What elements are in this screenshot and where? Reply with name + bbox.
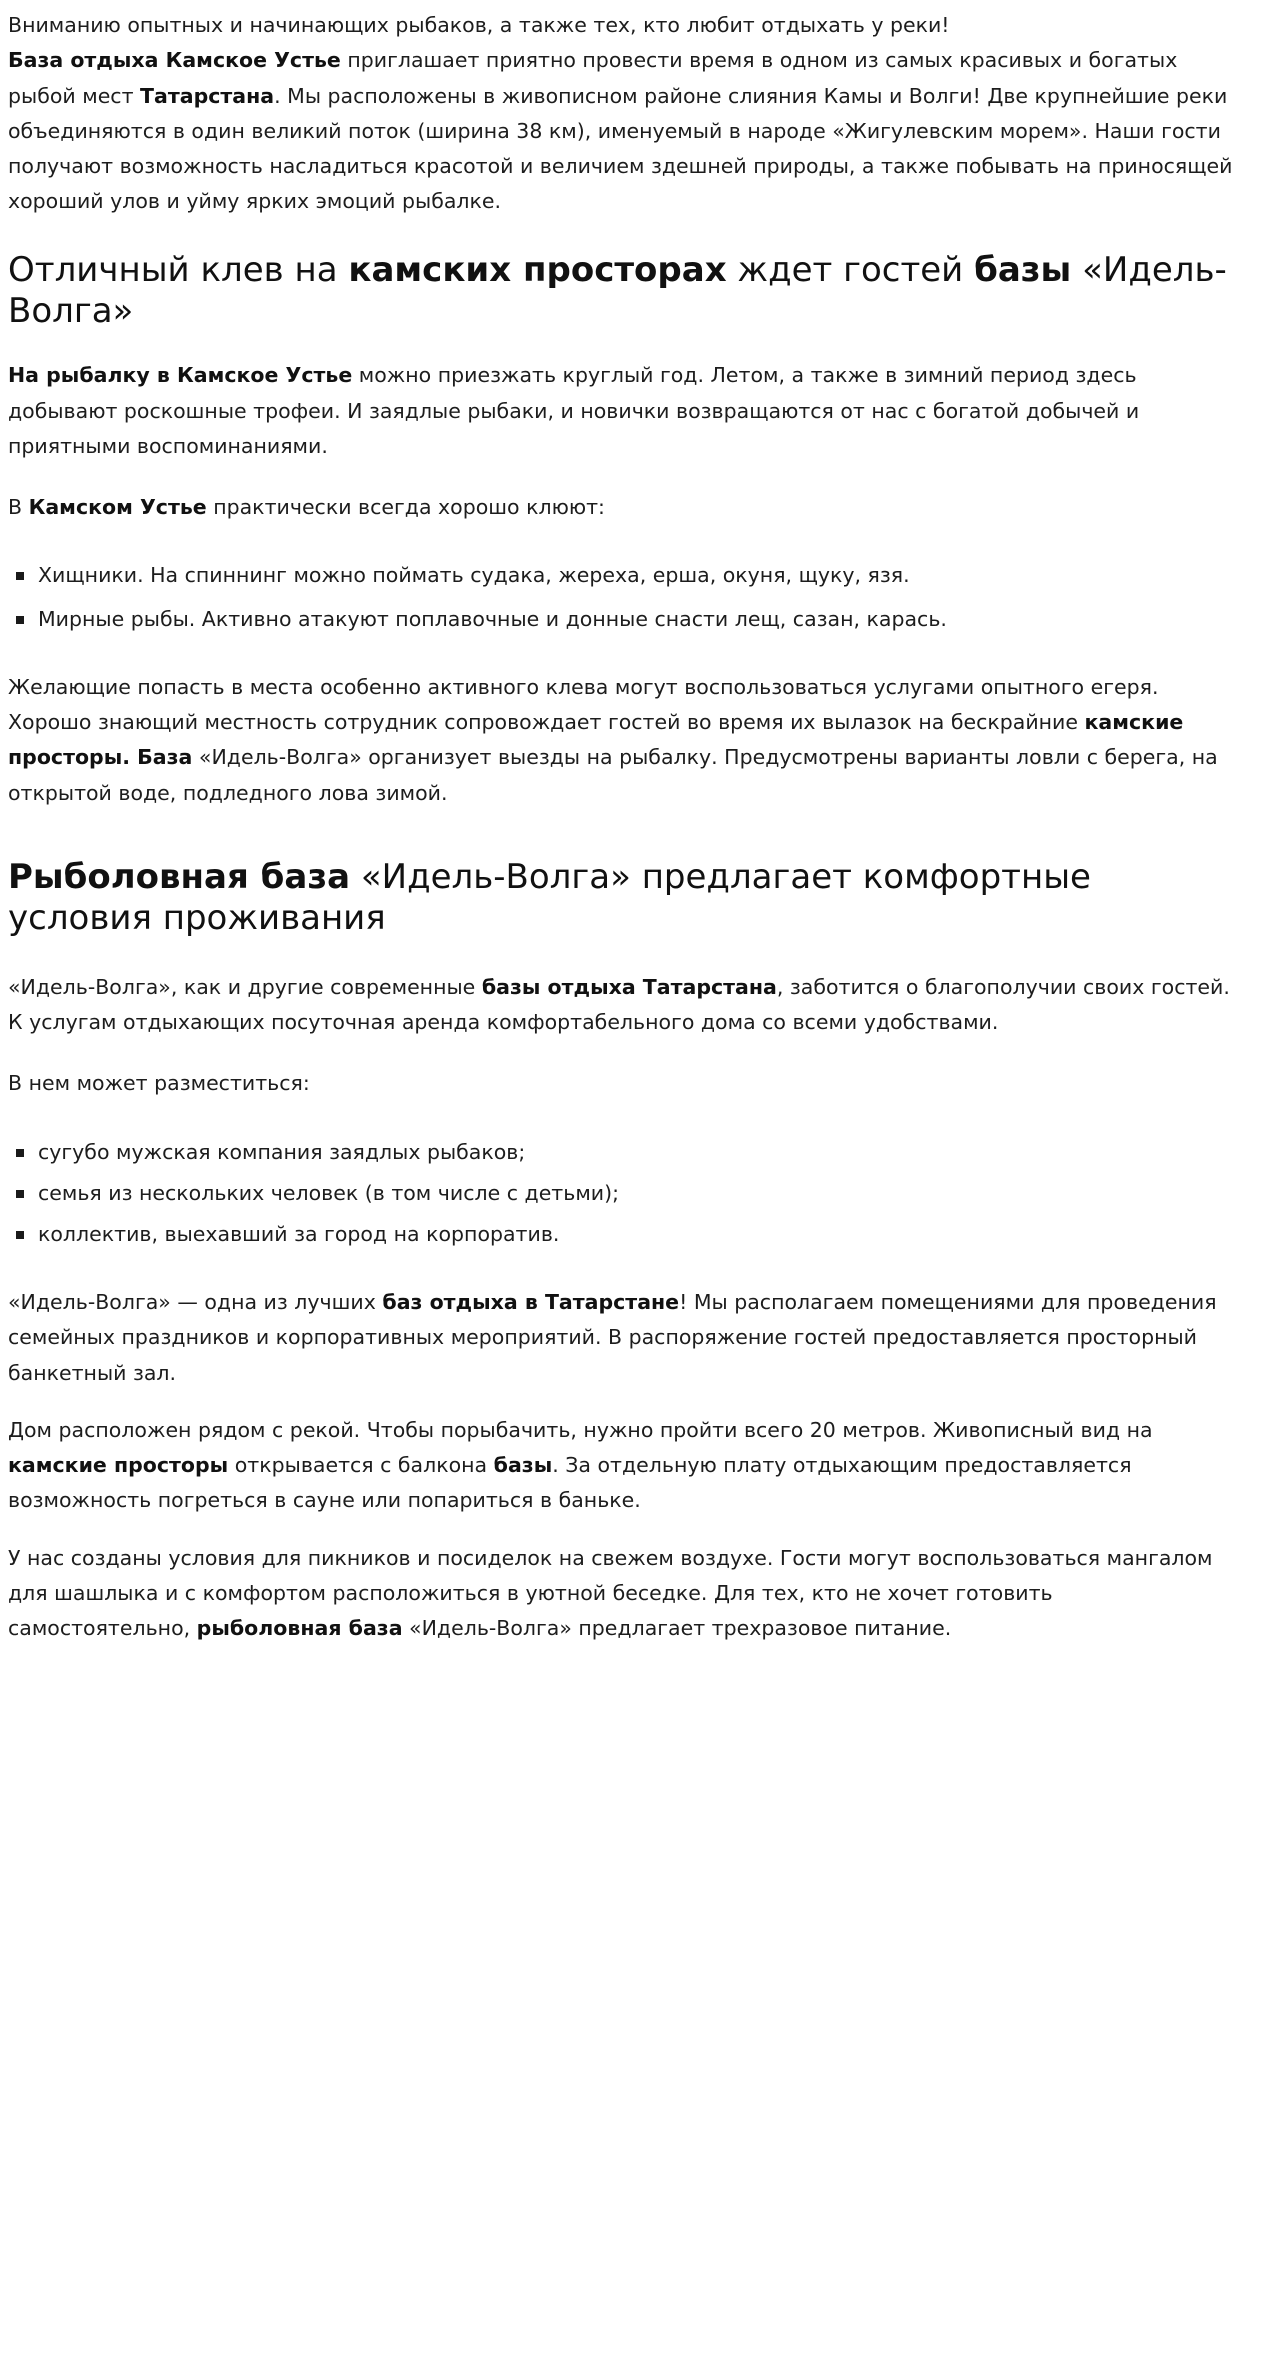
para7-text1: Дом расположен рядом с рекой. Чтобы порыбачить, нужно пройти всего 20 метров. Живописный вид на xyxy=(8,1417,1153,1442)
para6-text2: ! Мы располагаем помещениями для проведения семейных праздников и корпоративных мероприятий. В распоряжение гостей предоставляется просторный банкетный зал. xyxy=(8,1290,1217,1385)
paragraph-guide-services xyxy=(8,670,1240,811)
heading2-part1: «Идель-Волга» предлагает комфортные условия проживания xyxy=(8,856,1091,939)
list-item: сугубо мужская компания заядлых рыбаков; xyxy=(38,1136,1240,1169)
para3-bold1: камские просторы. База xyxy=(8,710,1184,770)
fish-types-list xyxy=(8,559,1240,635)
paragraph-comfort xyxy=(8,970,1240,1041)
heading1-part3: «Идель-Волга» xyxy=(8,249,1227,331)
list-item: коллектив, выехавший за город на корпоратив. xyxy=(38,1218,1240,1251)
para4-text1: «Идель-Волга», как и другие современные xyxy=(8,974,482,999)
heading1-bold2: базы xyxy=(974,249,1072,290)
para2-bold1: Камском Устье xyxy=(28,495,207,520)
intro-part1: приглашает приятно провести время в одном из самых красивых и богатых рыбой мест xyxy=(8,48,1178,108)
list-item: семья из нескольких человек (в том числе с детьми); xyxy=(38,1177,1240,1210)
para7-bold2: базы xyxy=(493,1453,553,1478)
heading2-bold1: Рыболовная база xyxy=(8,856,351,897)
para4-bold1: базы отдыха Татарстана xyxy=(481,974,777,999)
para2-text0: В xyxy=(8,495,29,520)
intro-bold-base: База отдыха Камское Устье xyxy=(8,48,341,73)
para1-text1: можно приезжать круглый год. Летом, а также в зимний период здесь добывают роскошные трофеи. И заядлые рыбаки, и новички возвращаются от нас с богатой добычей и приятными воспоминаниями. xyxy=(8,363,1140,458)
section-heading-fishing xyxy=(8,250,1240,333)
heading1-bold1: камских просторах xyxy=(348,249,727,290)
para4-text2: , заботится о благополучии своих гостей. К услугам отдыхающих посуточная аренда комфортабельного дома со всеми удобствами. xyxy=(8,974,1230,1035)
guest-types-list xyxy=(8,1136,1240,1252)
para2-text1: практически всегда хорошо клюют: xyxy=(206,495,605,520)
section-heading-accommodation xyxy=(8,857,1240,940)
para3-text2: «Идель-Волга» организует выезды на рыбалку. Предусмотрены варианты ловли с берега, на открытой воде, подледного лова зимой. xyxy=(8,745,1218,805)
intro-bold-tatarstan: Татарстана xyxy=(140,83,275,108)
heading1-part1: Отличный клев на xyxy=(8,249,349,290)
para7-bold1: камские просторы xyxy=(8,1453,229,1478)
paragraph-location xyxy=(8,1413,1240,1519)
paragraph-biting-intro xyxy=(8,490,1240,525)
paragraph-events xyxy=(8,1285,1240,1391)
para7-text3: . За отдельную плату отдыхающим предоставляется возможность погреться в сауне или попариться в баньке. xyxy=(8,1453,1132,1513)
para7-text2: открывается с балкона xyxy=(228,1453,494,1478)
para6-bold1: баз отдыха в Татарстане xyxy=(382,1290,680,1315)
intro-part2: . Мы расположены в живописном районе слияния Камы и Волги! Две крупнейшие реки объединяются в один великий поток (ширина 38 км), именуемый в народе «Жигулевским морем». Наши гости получают возможность насладиться красотой и величием здешней природы, а также побывать на приносящей хороший улов и уйму ярких эмоций рыбалке. xyxy=(8,83,1233,214)
paragraph-who-can-stay: В нем может разместиться: xyxy=(8,1071,310,1096)
para3-text1: Желающие попасть в места особенно активного клева могут воспользоваться услугами опытного егеря. Хорошо знающий местность сотрудник сопровождает гостей во время их вылазок на бескрайние xyxy=(8,674,1159,735)
para8-text1: У нас созданы условия для пикников и посиделок на свежем воздухе. Гости могут воспользоваться мангалом для шашлыка и с комфортом расположиться в уютной беседке. Для тех, кто не хочет готовить самостоятельно, xyxy=(8,1545,1213,1641)
paragraph-fishing-season xyxy=(8,358,1240,464)
paragraph-picnic xyxy=(8,1541,1240,1647)
para6-text1: «Идель-Волга» — одна из лучших xyxy=(8,1290,383,1315)
heading1-part2: ждет гостей xyxy=(726,249,975,290)
intro-line1: Вниманию опытных и начинающих рыбаков, а также тех, кто любит отдыхать у реки! xyxy=(8,13,950,37)
para1-bold1: На рыбалку в Камское Устье xyxy=(8,363,353,388)
intro-paragraph xyxy=(8,8,1240,220)
list-item: Хищники. На спиннинг можно поймать судака, жереха, ерша, окуня, щуку, язя. xyxy=(38,559,1240,592)
para8-bold1: рыболовная база xyxy=(196,1616,403,1641)
list-item: Мирные рыбы. Активно атакуют поплавочные и донные снасти лещ, сазан, карась. xyxy=(38,603,1240,636)
para8-text2: «Идель-Волга» предлагает трехразовое питание. xyxy=(402,1616,952,1641)
